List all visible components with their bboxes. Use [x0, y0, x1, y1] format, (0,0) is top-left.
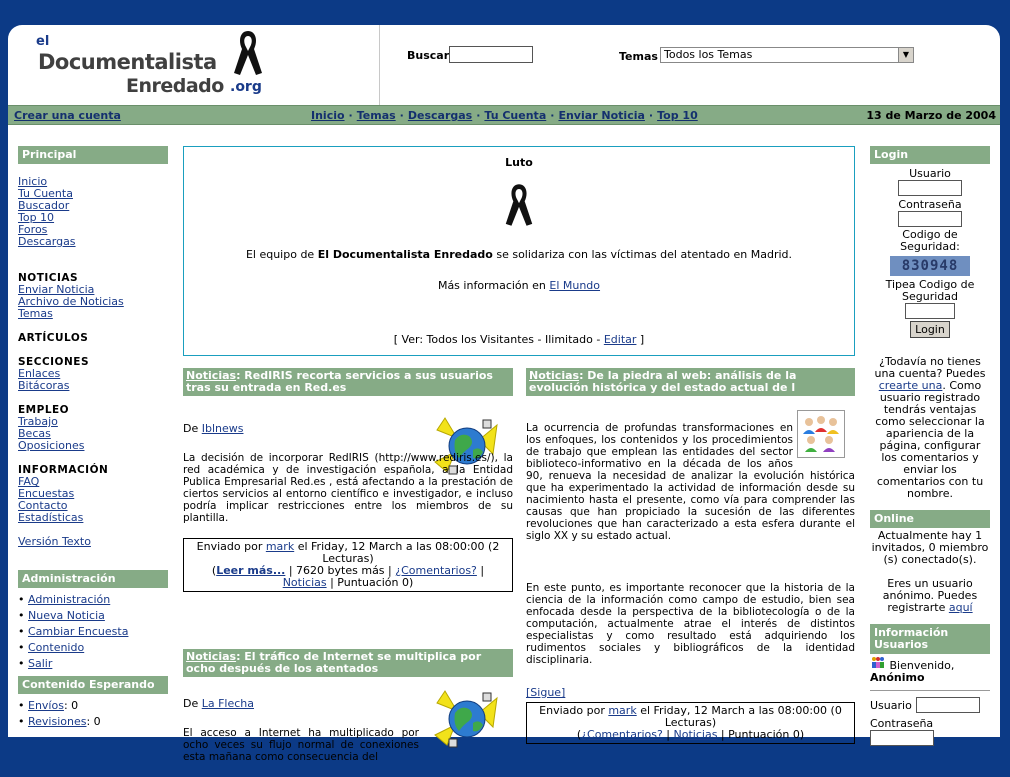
pending-item [18, 698, 168, 714]
nav-separator: · [476, 109, 481, 122]
nav-separator: · [550, 109, 555, 122]
sidebar-item-descargas[interactable]: Descargas [18, 235, 76, 248]
sidebar-item-trabajo[interactable]: Trabajo [18, 415, 58, 428]
welcome-text: Bienvenido, [889, 659, 955, 672]
register-here-link[interactable]: aquí [948, 601, 973, 614]
register-pre: ¿Todavía no tienes una cuenta? Puedes [874, 355, 986, 380]
sidebar-item-enviar-noticia[interactable]: Enviar Noticia [18, 283, 95, 296]
open-paren: ( [211, 564, 217, 577]
story-title-text: : RedIRIS recorta servicios a sus usuarios tras su entrada en Red.es [186, 369, 493, 394]
pending-box-title: Contenido Esperando [18, 676, 168, 694]
score: | Puntuación 0) [717, 728, 805, 741]
story-category-link[interactable]: Noticias [186, 369, 237, 382]
read-more-link[interactable]: Leer más... [216, 564, 286, 577]
temas-selected-value: Todos los Temas [664, 48, 753, 61]
luto-message [184, 248, 854, 261]
bytes-more: | 7620 bytes más | [285, 564, 396, 577]
version-texto-link[interactable]: Versión Texto [18, 535, 91, 548]
anon-pre: Eres un usuario anónimo. Puedes registrarte [882, 577, 978, 614]
posted-post: el Friday, 12 March a las 08:00:00 (0 Lecturas) [636, 704, 842, 729]
luto-msg-pre: El equipo de [245, 248, 318, 261]
top-navbar [8, 105, 1000, 125]
mourning-ribbon-icon [502, 180, 536, 230]
story-title-text: : De la piedra al web: análisis de la evolución histórica y del estado actual de l [529, 369, 797, 394]
source-link[interactable]: La Flecha [201, 697, 255, 710]
mini-password-input[interactable] [870, 730, 934, 746]
left-sidebar [18, 146, 168, 730]
username-input[interactable] [898, 180, 962, 196]
informacion-heading: INFORMACIÓN [18, 464, 109, 476]
sidebar-item-tu-cuenta[interactable]: Tu Cuenta [18, 187, 73, 200]
create-account-link-side[interactable]: crearte una [878, 379, 943, 392]
story-title [526, 368, 855, 396]
source-pre: De [183, 697, 202, 710]
contrasena-label-2: Contraseña [870, 717, 934, 730]
principal-links [18, 164, 168, 548]
comments-link[interactable]: ¿Comentarios? [395, 564, 477, 577]
story-body [183, 396, 513, 536]
sidebar-item-estadisticas[interactable]: Estadísticas [18, 511, 84, 524]
posted-pre: Enviado por [539, 704, 609, 717]
register-post: . Como usuario registrado tendrás ventajas como seleccionar la apariencia de la página, configurar los comentarios y enviar los comentarios con tu nombre. [875, 379, 985, 500]
mini-login-user-row [870, 699, 990, 715]
admin-link-administracion[interactable]: Administración [28, 593, 111, 606]
admin-item [18, 640, 168, 656]
search-input[interactable] [449, 46, 533, 63]
sidebar-item-becas[interactable]: Becas [18, 427, 51, 440]
nav-temas[interactable]: Temas [356, 109, 396, 122]
story-body [526, 396, 855, 702]
dropdown-arrow-icon[interactable]: ▼ [898, 48, 913, 62]
sidebar-item-buscador[interactable]: Buscador [18, 199, 70, 212]
luto-announcement [183, 146, 855, 356]
admin-box-title: Administración [18, 570, 168, 588]
sidebar-item-faq[interactable]: FAQ [18, 475, 40, 488]
el-mundo-link[interactable]: El Mundo [549, 279, 601, 292]
luto-footer [184, 333, 854, 346]
posted-post: el Friday, 12 March a las 08:00:00 (2 Lecturas) [294, 540, 500, 565]
story-footer [183, 538, 513, 592]
logo-documentalista-text: Documentalista [38, 50, 217, 74]
story-source [183, 697, 254, 710]
current-date: 13 de Marzo de 2004 [866, 109, 996, 122]
news-story-piedra-web [526, 368, 855, 744]
story-title [183, 649, 513, 677]
right-sidebar [870, 146, 990, 746]
story-body [183, 677, 513, 777]
luto-msg-bold: El Documentalista Enredado [317, 248, 493, 261]
nav-top-10[interactable]: Top 10 [657, 109, 698, 122]
nav-separator: · [399, 109, 404, 122]
users-icon [870, 656, 886, 669]
sidebar-item-inicio[interactable]: Inicio [18, 175, 48, 188]
temas-label: Temas [619, 50, 658, 63]
story-category-link[interactable]: Noticias [529, 369, 580, 382]
page-frame [8, 25, 1000, 763]
pending-revisiones-count: : 0 [86, 715, 101, 728]
temas-select[interactable] [660, 47, 914, 63]
editar-link[interactable]: Editar [603, 333, 637, 346]
luto-footer-post: ] [636, 333, 645, 346]
secciones-heading: SECCIONES [18, 356, 90, 368]
image-wrap-spacer [793, 422, 855, 470]
contrasena-label: Contraseña [898, 198, 962, 211]
welcome-row [870, 656, 990, 684]
story-text-1: La ocurrencia de profundas transformaciones en los enfoques, los contenidos y los procedimientos de trabajo que emplean las entidades del sector biblioteco-informativo en la década de los años 90, renueva la necesidad de analizar la evolución histórica que ha experimentado la actividad de información desde su nacimiento hasta el presente, como vía para comprender las causas que han propiciado la sucesión de las diferentes revoluciones que han caracterizado a esta esfera durante el siglo XX y su estado actual. [526, 422, 855, 542]
nav-enviar-noticia[interactable]: Enviar Noticia [558, 109, 645, 122]
usuario-label-2: Usuario [870, 699, 912, 712]
story-footer [526, 702, 855, 744]
luto-title: Luto [505, 156, 533, 169]
principal-box-title: Principal [18, 146, 168, 164]
site-logo[interactable] [8, 25, 380, 105]
create-account-link[interactable]: Crear una cuenta [14, 109, 121, 122]
login-button[interactable]: Login [910, 321, 950, 338]
logo-el-text: el [36, 34, 50, 49]
nav-separator: · [648, 109, 654, 122]
story-title-text: : El tráfico de Internet se multiplica por ocho después de los atentados [186, 650, 482, 675]
topic-link[interactable]: Noticias [673, 728, 718, 741]
news-story-trafico [183, 649, 513, 777]
internet-globe-icon[interactable] [427, 683, 507, 753]
luto-more-info [184, 279, 854, 292]
pipe: | [662, 728, 674, 741]
sidebar-item-contacto[interactable]: Contacto [18, 499, 68, 512]
topic-link[interactable]: Noticias [282, 576, 327, 589]
story-title [183, 368, 513, 396]
noticias-heading: NOTICIAS [18, 272, 79, 284]
articulos-heading: ARTÍCULOS [18, 332, 89, 344]
admin-item [18, 592, 168, 608]
admin-link-contenido[interactable]: Contenido [28, 641, 85, 654]
header [8, 25, 1000, 105]
luto-more-pre: Más información en [437, 279, 550, 292]
password-input[interactable] [898, 211, 962, 227]
main-nav-links [311, 109, 698, 122]
pending-list [18, 694, 168, 730]
main-content [183, 146, 855, 763]
author-link[interactable]: mark [608, 704, 637, 717]
nav-inicio[interactable]: Inicio [311, 109, 345, 122]
admin-link-cambiar-encuesta[interactable]: Cambiar Encuesta [28, 625, 129, 638]
online-box-title: Online [870, 510, 990, 528]
source-link[interactable]: Iblnews [201, 422, 244, 435]
sidebar-item-archivo-noticias[interactable]: Archivo de Noticias [18, 295, 124, 308]
pending-item [18, 714, 168, 730]
sidebar-item-bitacoras[interactable]: Bitácoras [18, 379, 70, 392]
divider [870, 690, 990, 691]
story-text-2: En este punto, es importante reconocer que la historia de la ciencia de la información como campo de estudio, bien sea enfocada desde la perspectiva de la bibliotecología o de la computación, actualmente atrae el interés de distintos especialistas y como resultado está adquiriendo los rudimentos sociales y bibliográficos de la identidad disciplinaria. [526, 582, 855, 666]
sidebar-item-oposiciones[interactable]: Oposiciones [18, 439, 85, 452]
codigo-label: Codigo de Seguridad: [900, 228, 960, 253]
admin-link-nueva-noticia[interactable]: Nueva Noticia [28, 609, 105, 622]
sidebar-item-top-10[interactable]: Top 10 [18, 211, 55, 224]
story-category-link[interactable]: Noticias [186, 650, 237, 663]
posted-pre: Enviado por [196, 540, 266, 553]
pending-envios-link[interactable]: Envíos [28, 699, 64, 712]
sigue-link[interactable]: [Sigue] [526, 686, 566, 699]
admin-link-salir[interactable]: Salir [28, 657, 53, 670]
story-text: La decisión de incorporar RedIRIS (http://www.rediris.es/), la red académica y de investigación española, a la Entidad Publica Empresarial Red.es , está afectando a la prestación de ciertos servicios al entorno científico e investigador, e incluso podría implicar restricciones entre los miembros de su plantilla. [183, 452, 513, 524]
login-box-title: Login [870, 146, 990, 164]
story-source [183, 422, 243, 435]
pending-envios-count: : 0 [63, 699, 79, 712]
admin-item [18, 624, 168, 640]
empleo-heading: EMPLEO [18, 404, 70, 416]
register-text [870, 356, 990, 500]
score: | Puntuación 0) [326, 576, 414, 589]
online-count: Actualmente hay 1 invitados, 0 miembro (s) conectado(s). [871, 529, 989, 566]
usuario-label: Usuario [909, 167, 951, 180]
admin-item [18, 656, 168, 672]
nav-tu-cuenta[interactable]: Tu Cuenta [484, 109, 547, 122]
logo-enredado-text: Enredado [126, 75, 224, 97]
sidebar-item-enlaces[interactable]: Enlaces [18, 367, 61, 380]
search-label: Buscar [407, 49, 450, 62]
pipe: | [476, 564, 485, 577]
anon-name: Anónimo [870, 671, 925, 684]
nav-separator: · [348, 109, 353, 122]
comments-link[interactable]: ¿Comentarios? [581, 728, 663, 741]
sidebar-item-foros[interactable]: Foros [18, 223, 48, 236]
user-info-box-title: Información Usuarios [870, 624, 990, 654]
security-code-input[interactable] [905, 303, 955, 319]
mourning-ribbon-icon [230, 27, 266, 79]
logo-org-text: .org [230, 79, 262, 95]
security-code-image: 830948 [890, 256, 970, 276]
anon-text [870, 578, 990, 614]
story-text: El acceso a Internet ha multiplicado por ocho veces su flujo normal de conexiones esta mañana como consecuencia del [183, 727, 419, 763]
news-story-rediris [183, 368, 513, 592]
luto-footer-pre: [ Ver: Todos los Visitantes - Ilimitado - [393, 333, 604, 346]
pending-revisiones-link[interactable]: Revisiones [28, 715, 87, 728]
luto-msg-post: se solidariza con las víctimas del atentado en Madrid. [492, 248, 793, 261]
sidebar-item-encuestas[interactable]: Encuestas [18, 487, 75, 500]
admin-item [18, 608, 168, 624]
source-pre: De [183, 422, 202, 435]
open-paren: ( [576, 728, 582, 741]
admin-links [18, 588, 168, 672]
author-link[interactable]: mark [265, 540, 295, 553]
tipea-label: Tipea Codigo de Seguridad [885, 278, 975, 303]
nav-descargas[interactable]: Descargas [407, 109, 473, 122]
mini-username-input[interactable] [916, 697, 980, 713]
sidebar-item-temas[interactable]: Temas [18, 307, 53, 320]
